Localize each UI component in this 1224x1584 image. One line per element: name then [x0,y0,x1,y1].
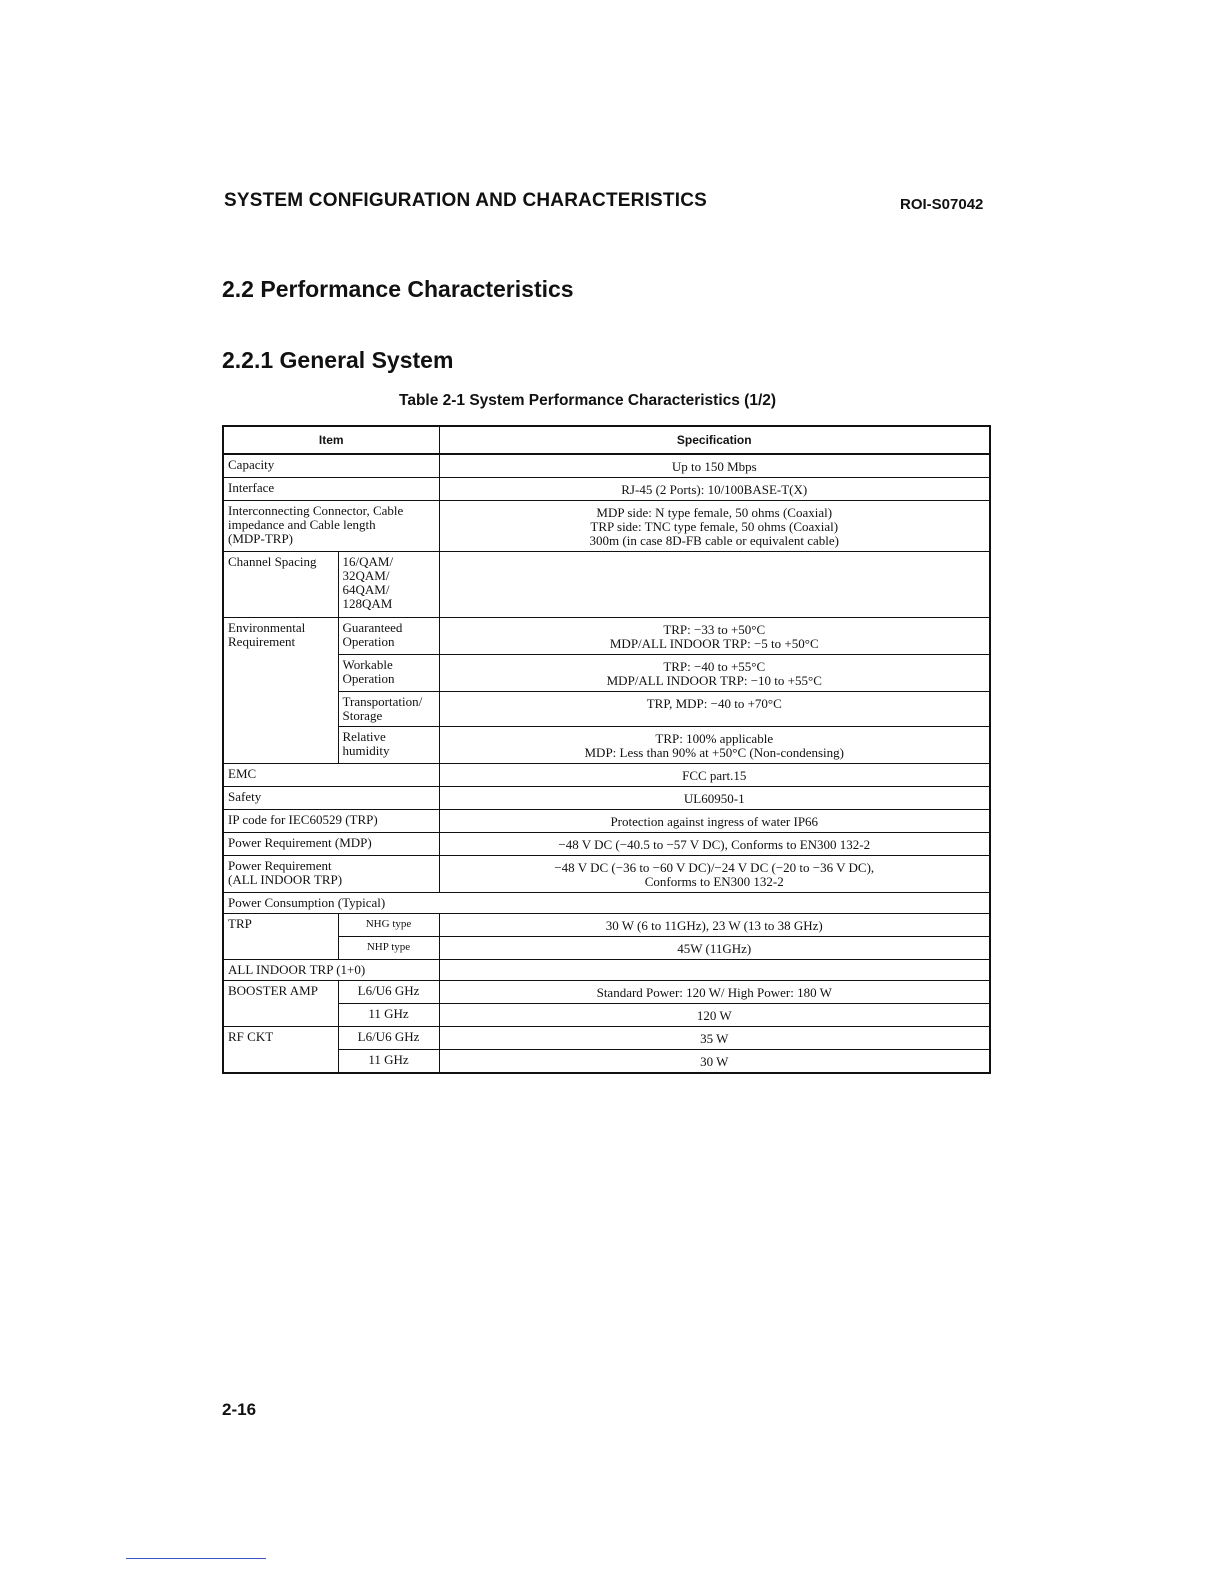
row-spec-transport: TRP, MDP: −40 to +70°C [439,692,990,727]
row-sub-humidity: Relative humidity [338,727,439,764]
row-item-rfckt: RF CKT [223,1027,338,1074]
table-row [223,1027,990,1050]
footer-rule [126,1558,266,1559]
row-spec-channel-spacing [439,552,990,618]
row-sub-booster-11: 11 GHz [338,1004,439,1027]
row-item-connector: Interconnecting Connector, Cable impedance and Cable length (MDP-TRP) [223,501,439,552]
row-sub-nhp: NHP type [338,937,439,960]
table-row [223,914,990,937]
row-spec-ipcode: Protection against ingress of water IP66 [439,810,990,833]
row-spec-rfckt-11: 30 W [439,1050,990,1074]
row-item-interface: Interface [223,478,439,501]
document-number: ROI-S07042 [900,196,984,213]
row-item-ipcode: IP code for IEC60529 (TRP) [223,810,439,833]
row-spec-nhp: 45W (11GHz) [439,937,990,960]
row-spec-safety: UL60950-1 [439,787,990,810]
row-item-allindoor-trp: ALL INDOOR TRP (1+0) [223,960,439,981]
table-row [223,937,990,960]
row-sub-workable: Workable Operation [338,655,439,692]
row-sub-rfckt-l6: L6/U6 GHz [338,1027,439,1050]
table-row [223,727,990,764]
performance-table [222,425,991,1074]
row-item-power-consumption: Power Consumption (Typical) [223,893,990,914]
row-spec-connector: MDP side: N type female, 50 ohms (Coaxial) TRP side: TNC type female, 50 ohms (Coaxial) 300m (in case 8D-FB cable or equivalent cable) [439,501,990,552]
table-row [223,655,990,692]
table-caption: Table 2-1 System Performance Characteristics (1/2) [399,392,777,409]
table-row [223,1050,990,1074]
table-row [223,833,990,856]
col-header-item: Item [223,426,439,454]
table-header-row [223,426,990,454]
row-item-safety: Safety [223,787,439,810]
row-item-power-allindoor: Power Requirement (ALL INDOOR TRP) [223,856,439,893]
row-spec-power-allindoor: −48 V DC (−36 to −60 V DC)/−24 V DC (−20 to −36 V DC), Conforms to EN300 132-2 [439,856,990,893]
row-sub-rfckt-11: 11 GHz [338,1050,439,1074]
row-sub-guaranteed: Guaranteed Operation [338,618,439,655]
row-spec-booster-l6: Standard Power: 120 W/ High Power: 180 W [439,981,990,1004]
row-spec-power-mdp: −48 V DC (−40.5 to −57 V DC), Conforms to EN300 132-2 [439,833,990,856]
table-row [223,478,990,501]
row-item-capacity: Capacity [223,454,439,478]
row-item-channel-spacing: Channel Spacing [223,552,338,618]
table-row [223,764,990,787]
row-spec-nhg: 30 W (6 to 11GHz), 23 W (13 to 38 GHz) [439,914,990,937]
table-row [223,981,990,1004]
row-spec-rfckt-l6: 35 W [439,1027,990,1050]
row-spec-emc: FCC part.15 [439,764,990,787]
row-spec-capacity: Up to 150 Mbps [439,454,990,478]
col-header-spec: Specification [439,426,990,454]
row-item-trp: TRP [223,914,338,960]
row-spec-allindoor-trp [439,960,990,981]
row-sub-transport: Transportation/ Storage [338,692,439,727]
table-row [223,1004,990,1027]
row-sub-channel-spacing: 16/QAM/ 32QAM/ 64QAM/ 128QAM [338,552,439,618]
table-row [223,454,990,478]
row-spec-booster-11: 120 W [439,1004,990,1027]
row-item-power-mdp: Power Requirement (MDP) [223,833,439,856]
table-row [223,501,990,552]
row-item-booster: BOOSTER AMP [223,981,338,1027]
section-title: 2.2 Performance Characteristics [222,276,574,302]
row-sub-booster-l6: L6/U6 GHz [338,981,439,1004]
row-item-emc: EMC [223,764,439,787]
table-row [223,893,990,914]
table-row [223,856,990,893]
row-sub-nhg: NHG type [338,914,439,937]
table-row [223,960,990,981]
table-row [223,787,990,810]
running-header-title: SYSTEM CONFIGURATION AND CHARACTERISTICS [224,190,707,211]
row-spec-workable: TRP: −40 to +55°C MDP/ALL INDOOR TRP: −10 to +55°C [439,655,990,692]
row-spec-humidity: TRP: 100% applicable MDP: Less than 90% at +50°C (Non-condensing) [439,727,990,764]
table-row [223,552,990,618]
table-row [223,618,990,655]
table-row [223,692,990,727]
page-number: 2-16 [222,1400,257,1419]
row-spec-guaranteed: TRP: −33 to +50°C MDP/ALL INDOOR TRP: −5 to +50°C [439,618,990,655]
table-row [223,810,990,833]
subsection-title: 2.2.1 General System [222,347,454,373]
row-item-environment: Environmental Requirement [223,618,338,764]
row-spec-interface: RJ-45 (2 Ports): 10/100BASE-T(X) [439,478,990,501]
